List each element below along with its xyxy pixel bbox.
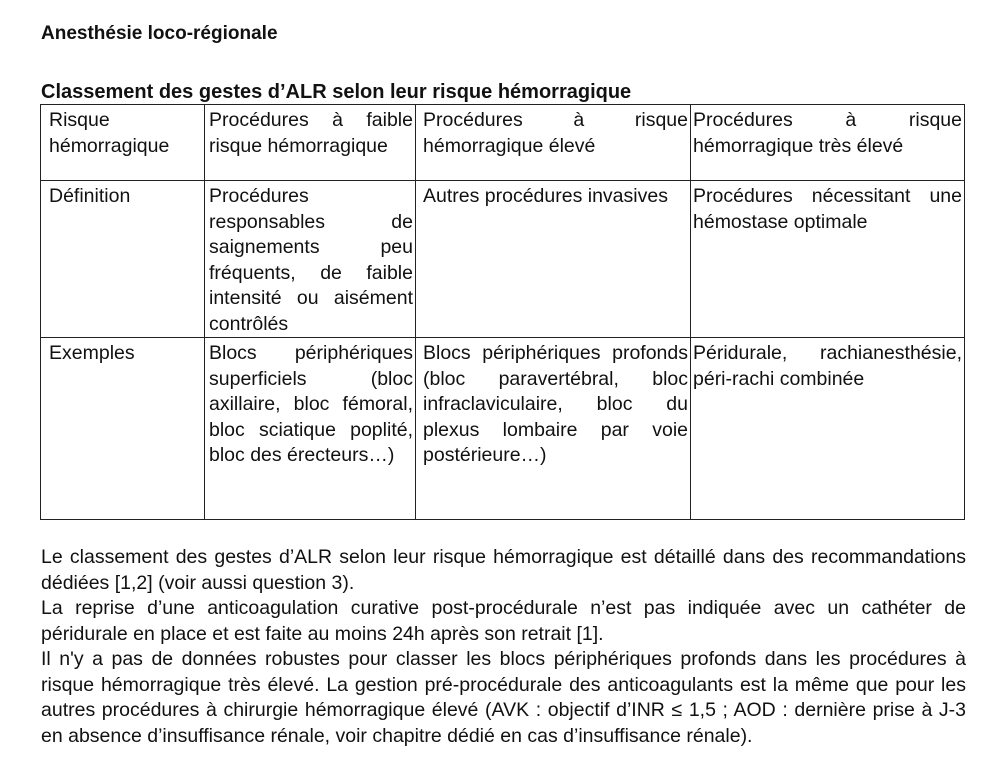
paragraph: La reprise d’une anticoagulation curative post-procédurale n’est pas indiquée avec un cathéter de péridurale en place et est faite au moins 24h après son retrait [1]. — [41, 597, 966, 645]
cell-definition-low: Procédures responsables de saignements peu fréquents, de faible intensité ou aisément contrôlés — [205, 181, 416, 338]
section-title: Classement des gestes d’ALR selon leur risque hémorragique — [41, 81, 632, 103]
table-header-row — [41, 105, 965, 181]
header-cell-very-high-risk: Procédures à risque hémorragique très élevé — [691, 105, 965, 181]
header-cell-high-risk: Procédures à risque hémorragique élevé — [416, 105, 691, 181]
cell-examples-very-high: Péridurale, rachianesthésie, péri-rachi combinée — [691, 338, 965, 520]
cell-examples-low: Blocs périphériques superficiels (bloc axillaire, bloc fémoral, bloc sciatique poplité, bloc des érecteurs…) — [205, 338, 416, 520]
paragraph: Le classement des gestes d’ALR selon leur risque hémorragique est détaillé dans des recommandations dédiées [1,2] (voir aussi question 3). — [41, 546, 966, 594]
body-text — [41, 545, 966, 749]
header-cell-low-risk: Procédures à faible risque hémorragique — [205, 105, 416, 181]
page-title: Anesthésie loco-régionale — [41, 23, 278, 44]
row-label-definition: Définition — [41, 181, 205, 338]
cell-definition-high: Autres procédures invasives — [416, 181, 691, 338]
row-label-examples: Exemples — [41, 338, 205, 520]
cell-examples-high: Blocs périphériques profonds (bloc paravertébral, bloc infraclaviculaire, bloc du plexus lombaire par voie postérieure…) — [416, 338, 691, 520]
cell-definition-very-high: Procédures nécessitant une hémostase optimale — [691, 181, 965, 338]
header-cell-risk: Risque hémorragique — [41, 105, 205, 181]
paragraph: Il n'y a pas de données robustes pour classer les blocs périphériques profonds dans les procédures à risque hémorragique très élevé. La gestion pré-procédurale des anticoagulants est la même que pour les autres procédures à chirurgie hémorragique élevé (AVK : objectif d’INR ≤ 1,5 ; AOD : dernière prise à J-3 en absence d’insuffisance rénale, voir chapitre dédié en cas d’insuffisance rénale). — [41, 648, 966, 747]
table-row-examples — [41, 338, 965, 520]
table-row-definition — [41, 181, 965, 338]
bleeding-risk-table — [40, 104, 965, 520]
